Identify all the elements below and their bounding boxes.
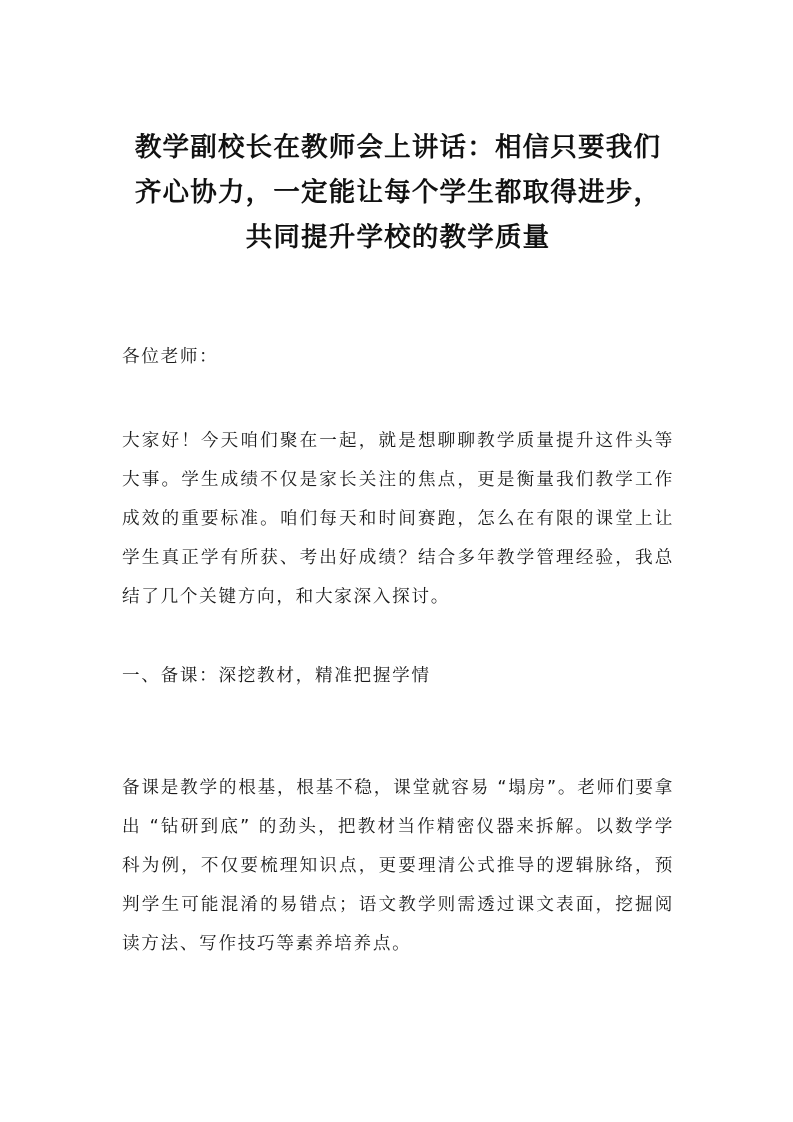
title-line-2: 齐心协力，一定能让每个学生都取得进步，: [134, 177, 662, 208]
section-heading-1: 一、备课：深挖教材，精准把握学情: [122, 666, 431, 686]
salutation: 各位老师：: [122, 347, 219, 367]
title-line-3: 共同提升学校的教学质量: [245, 222, 551, 253]
title-line-1: 教学副校长在教师会上讲话：相信只要我们: [134, 132, 662, 163]
paragraph-intro: 大家好！今天咱们聚在一起，就是想聊聊教学质量提升这件头等大事。学生成绩不仅是家长关注的焦点，更是衡量我们教学工作成效的重要标准。咱们每天和时间赛跑，怎么在有限的课堂上让学生真正学有所获、考出好成绩？结合多年教学管理经验，我总结了几个关键方向，和大家深入探讨。: [122, 431, 674, 607]
document-title: [118, 125, 678, 260]
paragraph-section-1: 备课是教学的根基，根基不稳，课堂就容易 “塌房”。老师们要拿出 “钻研到底” 的劲头，把教材当作精密仪器来拆解。以数学学科为例，不仅要梳理知识点，更要理清公式推导的逻辑脉络，预判学生可能混淆的易错点；语文教学则需透过课文表面，挖掘阅读方法、写作技巧等素养培养点。: [122, 778, 674, 954]
